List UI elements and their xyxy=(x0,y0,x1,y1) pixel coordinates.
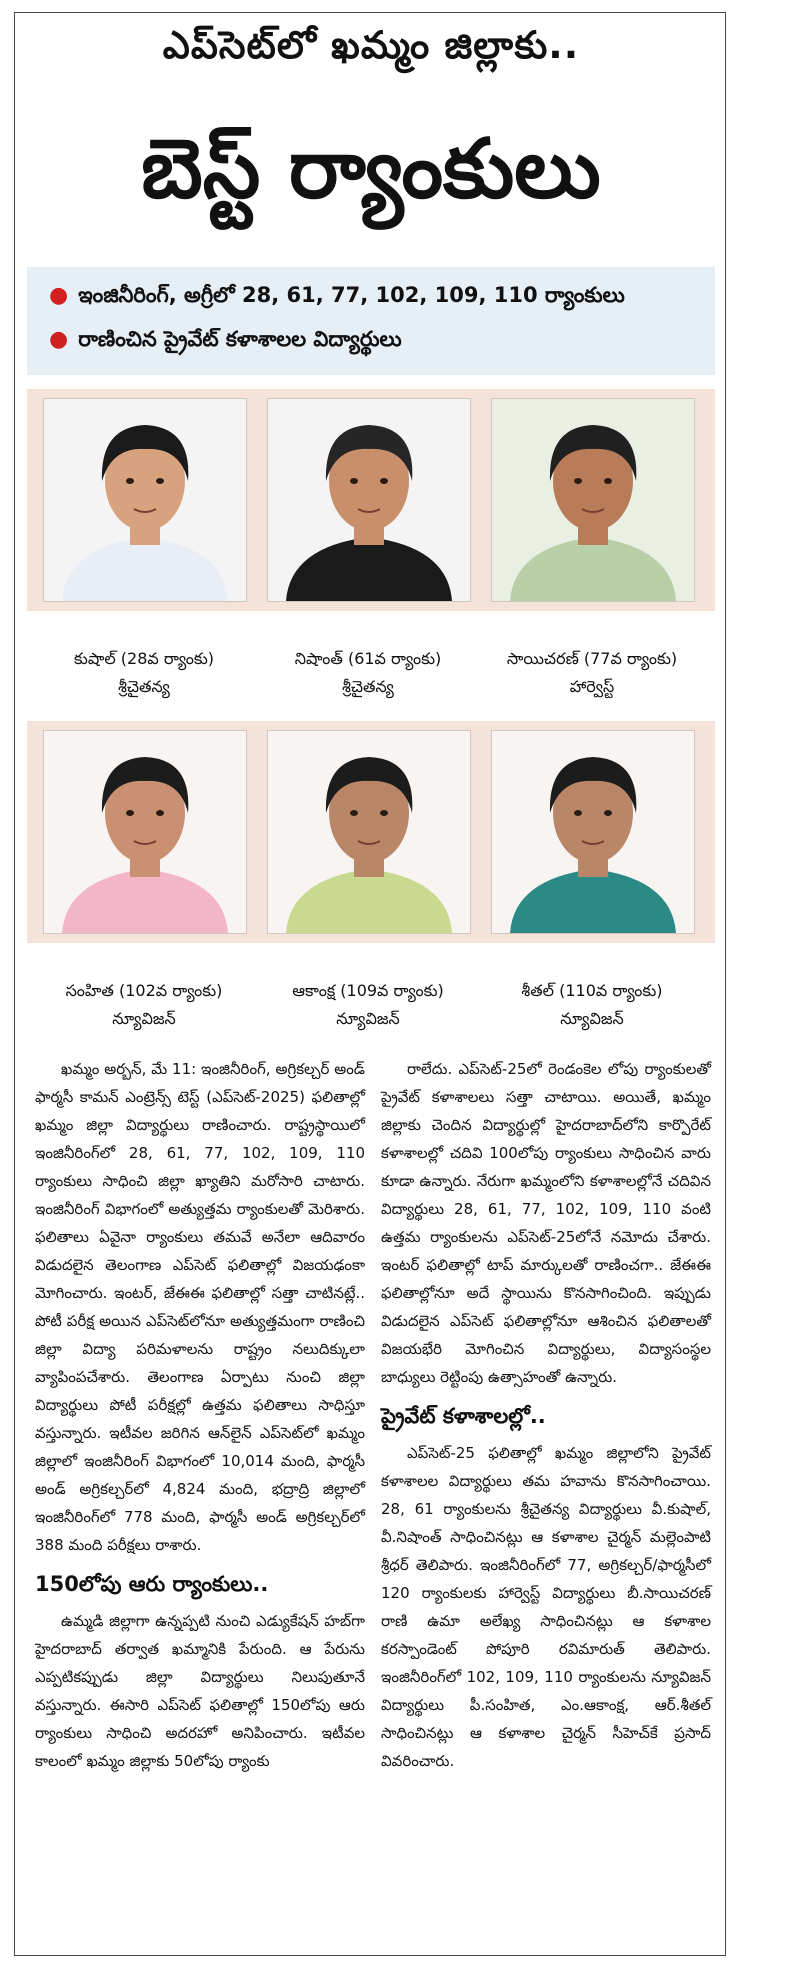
portrait-image xyxy=(268,399,470,601)
portrait-image xyxy=(492,399,694,601)
student-college: న్యూవిజన్ xyxy=(560,1009,624,1028)
portrait-right-eye xyxy=(380,810,388,816)
headline-kicker: ఎప్‌సెట్‌లో ఖమ్మం జిల్లాకు.. xyxy=(162,23,580,67)
student-college: శ్రీచైతన్య xyxy=(118,677,170,696)
bullet-icon: ● xyxy=(49,283,69,308)
student-college: శ్రీచైతన్య xyxy=(342,677,394,696)
portrait-right-eye xyxy=(156,478,164,484)
student-college: న్యూవిజన్ xyxy=(336,1009,400,1028)
student-photo xyxy=(491,398,695,602)
highlight-text: రాణించిన ప్రైవేట్ కళాశాలల విద్యార్థులు xyxy=(78,327,402,351)
article-column-right xyxy=(381,1055,711,1775)
portrait-right-eye xyxy=(156,810,164,816)
highlight-item xyxy=(49,283,625,313)
student-caption xyxy=(477,645,707,701)
photo-row-2 xyxy=(27,721,715,943)
student-name: కుషాల్ (28వ ర్యాంకు) xyxy=(73,649,215,668)
portrait-left-eye xyxy=(574,478,582,484)
student-name: శీతల్ (110వ ర్యాంకు) xyxy=(521,981,663,1000)
newspaper-clipping xyxy=(14,12,726,1956)
student-college: న్యూవిజన్ xyxy=(112,1009,176,1028)
article-paragraph: ఖమ్మం అర్బన్, మే 11: ఇంజినీరింగ్, అగ్రికల్చర్ అండ్ ఫార్మసీ కామన్ ఎంట్రెన్స్ టెస్ట్ (ఎప్‌సెట్-2025) ఫలితాల్లో ఖమ్మం జిల్లా విద్యార్థులు రాణించారు. రాష్ట్రస్థాయిలో ఇంజినీరింగ్‌లో 28, 61, 77, 102, 109, 110 ర్యాంకులు సాధించి జిల్లా ఖ్యాతిని మరోసారి చాటారు. ఇంజినీరింగ్ విభాగంలో అత్యుత్తమ ర్యాంకులతో మెరిశారు. ఫలితాలు ఏవైనా ర్యాంకులు తమవే అనేలా ఆదివారం విడుదలైన తెలంగాణ ఎప్‌సెట్ ఫలితాల్లో విజయఢంకా మోగించారు. ఇంటర్, జేఈఈ ఫలితాల్లో సత్తా చాటినట్లే.. పోటీ పరీక్ష అయిన ఎప్‌సెట్‌లోనూ అత్యుత్తమంగా రాణించి జిల్లా విద్యా పరిమళాలను రాష్ట్రం నలుదిక్కులా వ్యాపింపచేశారు. తెలంగాణ ఏర్పాటు నుంచి జిల్లా విద్యార్థులు పోటీ పరీక్షల్లో ఉత్తమ ఫలితాలు సాధిస్తూ వస్తున్నారు. ఇటీవల జరిగిన ఆన్‌లైన్ ఎప్‌సెట్‌లో ఖమ్మం జిల్లాలో ఇంజినీరింగ్ విభాగంలో 10,014 మంది, ఫార్మసీ అండ్ అగ్రికల్చర్‌లో 4,824 మంది, భద్రాద్రి జిల్లాలో ఇంజినీరింగ్‌లో 778 మంది, ఫార్మసీ అండ్ అగ్రికల్చర్‌లో 388 మంది పరీక్షలు రాశారు. xyxy=(35,1060,365,1554)
student-name: సాయిచరణ్ (77వ ర్యాంకు) xyxy=(506,649,678,668)
student-photo xyxy=(267,398,471,602)
student-college: హార్వెస్ట్ xyxy=(569,677,615,696)
photo-row-1 xyxy=(27,389,715,611)
article-subhead: 150లోపు ఆరు ర్యాంకులు.. xyxy=(35,1572,269,1596)
student-caption xyxy=(29,645,259,701)
student-caption xyxy=(477,977,707,1033)
portrait-left-eye xyxy=(350,810,358,816)
portrait-right-eye xyxy=(380,478,388,484)
article-paragraph: ఉమ్మడి జిల్లాగా ఉన్నప్పటి నుంచి ఎడ్యుకేషన్ హబ్‌గా హైదరాబాద్ తర్వాత ఖమ్మానికి పేరుంది. ఆ పేరును ఎప్పటికప్పుడు జిల్లా విద్యార్థులు నిలుపుతూనే వస్తున్నారు. ఈసారి ఎప్‌సెట్ ఫలితాల్లో 150లోపు ఆరు ర్యాంకులు సాధించి అదరహో అనిపించారు. ఇటీవల కాలంలో ఖమ్మం జిల్లాకు 50లోపు ర్యాంకు xyxy=(35,1612,365,1770)
student-photo xyxy=(267,730,471,934)
article-paragraph: రాలేదు. ఎప్‌సెట్-25లో రెండంకెల లోపు ర్యాంకులతో ప్రైవేట్ కళాశాలలు సత్తా చాటాయి. అయితే, ఖమ్మం జిల్లాకు చెందిన విద్యార్థుల్లో హైదరాబాద్‌లోని కార్పొరేట్ కళాశాలల్లో చదివి 100లోపు ర్యాంకులు సాధించిన వారు కూడా ఉన్నారు. నేరుగా ఖమ్మంలోని కళాశాలల్లోనే చదివిన విద్యార్థులు 28, 61, 77, 102, 109, 110 వంటి ఉత్తమ ర్యాంకులను ఎప్‌సెట్-25లోనే నమోదు చేశారు. ఇంటర్ ఫలితాల్లో టాప్ మార్కులతో రాణించగా.. జేఈఈ ఫలితాల్లోనూ అదే స్థాయిను కొనసాగించింది. ఇప్పుడు విడుదలైన ఎప్‌సెట్ ఫలితాల్లోనూ ఆశించిన ఫలితాలతో విజయభేరి మోగించిన విద్యార్థులు, విద్యాసంస్థల బాధ్యులు రెట్టింపు ఉత్సాహంతో ఉన్నారు. xyxy=(381,1060,711,1386)
student-caption xyxy=(29,977,259,1033)
highlight-text: ఇంజినీరింగ్, అగ్రీలో 28, 61, 77, 102, 109, 110 ర్యాంకులు xyxy=(78,283,625,307)
portrait-right-eye xyxy=(604,478,612,484)
bullet-icon: ● xyxy=(49,327,69,352)
student-caption xyxy=(253,645,483,701)
student-photo xyxy=(43,398,247,602)
student-name: సంహిత (102వ ర్యాంకు) xyxy=(65,981,223,1000)
student-photo xyxy=(43,730,247,934)
portrait-image xyxy=(44,399,246,601)
portrait-left-eye xyxy=(574,810,582,816)
student-caption xyxy=(253,977,483,1033)
student-name: నిషాంత్ (61వ ర్యాంకు) xyxy=(294,649,442,668)
portrait-image xyxy=(492,731,694,933)
portrait-image xyxy=(268,731,470,933)
article-paragraph: ఎప్‌సెట్-25 ఫలితాల్లో ఖమ్మం జిల్లాలోని ప్రైవేట్ కళాశాలల విద్యార్థులు తమ హవాను కొనసాగించాయి. 28, 61 ర్యాంకులను శ్రీచైతన్య విద్యార్థులు వీ.కుషాల్, వీ.నిషాంత్ సాధించినట్లు ఆ కళాశాల చైర్మన్ మల్లెంపాటి శ్రీధర్ తెలిపారు. ఇంజినీరింగ్‌లో 77, అగ్రికల్చర్/ఫార్మసీలో 120 ర్యాంకులకు హార్వెస్ట్ విద్యార్థులు బీ.సాయిచరణ్ రాణి ఉమా అలేఖ్య సాధించినట్లు ఆ కళాశాల కరస్పాండెంట్ పోపూరి రవిమారుత్ తెలిపారు. ఇంజినీరింగ్‌లో 102, 109, 110 ర్యాంకులను న్యూవిజన్ విద్యార్థులు పీ.సంహిత, ఎం.ఆకాంక్ష, ఆర్.శీతల్ సాధించినట్లు ఆ కళాశాల చైర్మన్ సీహెచ్‌కే ప్రసాద్ వివరించారు. xyxy=(381,1444,711,1770)
article-column-left xyxy=(35,1055,365,1775)
article-subhead: ప్రైవేట్ కళాశాలల్లో.. xyxy=(381,1404,546,1428)
student-photo xyxy=(491,730,695,934)
portrait-left-eye xyxy=(126,810,134,816)
portrait-left-eye xyxy=(126,478,134,484)
portrait-image xyxy=(44,731,246,933)
portrait-right-eye xyxy=(604,810,612,816)
portrait-left-eye xyxy=(350,478,358,484)
highlight-item xyxy=(49,327,402,357)
headline-title: బెస్ట్ ర్యాంకులు xyxy=(141,122,601,217)
highlights-box xyxy=(27,267,715,375)
student-name: ఆకాంక్ష (109వ ర్యాంకు) xyxy=(292,981,444,1000)
